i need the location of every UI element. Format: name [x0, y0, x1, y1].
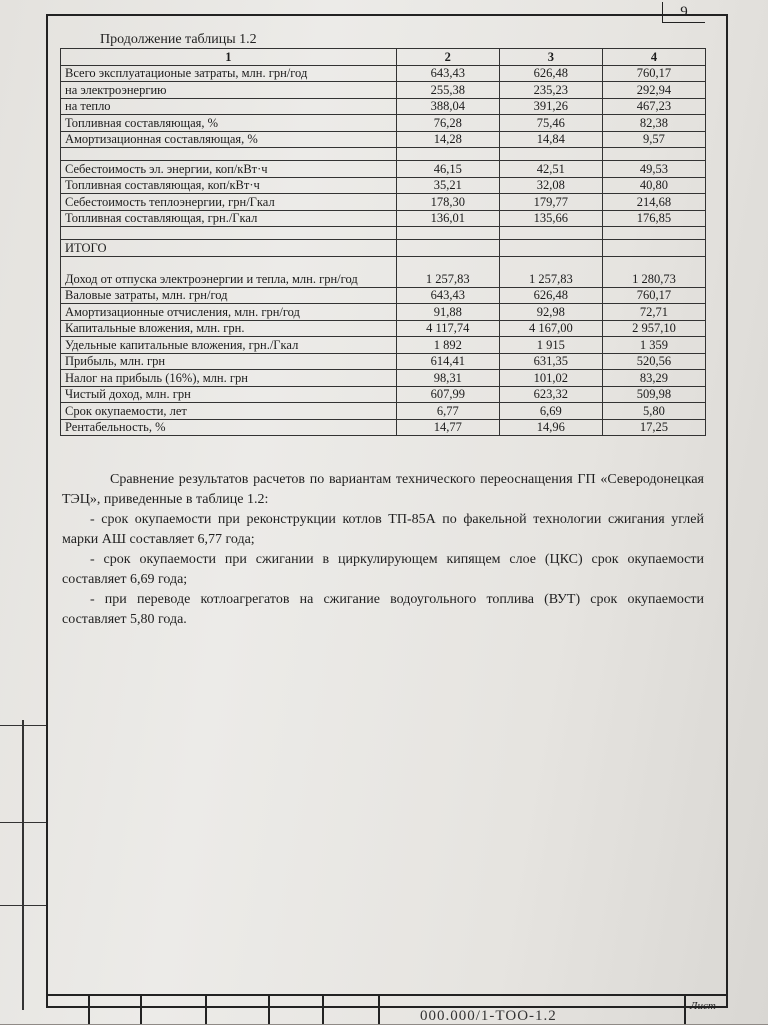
row-value: 760,17	[602, 287, 705, 304]
row-value	[499, 227, 602, 240]
row-value: 32,08	[499, 177, 602, 194]
row-value: 82,38	[602, 115, 705, 132]
row-label: Налог на прибыль (16%), млн. грн	[61, 370, 397, 387]
table-row	[61, 304, 706, 321]
row-value: 2 957,10	[602, 320, 705, 337]
table-row	[61, 161, 706, 178]
row-label	[61, 227, 397, 240]
table-row	[61, 370, 706, 387]
row-value: 176,85	[602, 210, 705, 227]
row-value: 1 359	[602, 337, 705, 354]
row-label: Топливная составляющая, грн./Гкал	[61, 210, 397, 227]
row-label: Прибыль, млн. грн	[61, 353, 397, 370]
title-block-divider	[684, 994, 686, 1024]
row-label: на тепло	[61, 98, 397, 115]
row-value	[602, 227, 705, 240]
table-header-cell: 4	[602, 49, 705, 66]
row-value: 49,53	[602, 161, 705, 178]
row-value: 46,15	[396, 161, 499, 178]
title-block-divider	[88, 994, 90, 1024]
row-value: 1 257,83	[499, 256, 602, 287]
document-code: 000.000/1-ТОО-1.2	[420, 1008, 557, 1024]
row-label: Топливная составляющая, коп/кВт·ч	[61, 177, 397, 194]
row-value: 136,01	[396, 210, 499, 227]
title-block-divider	[205, 994, 207, 1024]
row-value: 91,88	[396, 304, 499, 321]
row-value: 92,98	[499, 304, 602, 321]
row-value: 388,04	[396, 98, 499, 115]
row-value: 467,23	[602, 98, 705, 115]
sheet-label: Лист	[690, 1000, 716, 1012]
row-label: ИТОГО	[61, 240, 397, 257]
row-value: 4 117,74	[396, 320, 499, 337]
row-value	[499, 148, 602, 161]
row-value: 1 915	[499, 337, 602, 354]
row-label: Рентабельность, %	[61, 419, 397, 436]
title-block-divider	[322, 994, 324, 1024]
paragraph-intro: Сравнение результатов расчетов по вариантам технического переоснащения ГП «Северодонецкая ТЭЦ», приведенные в таблице 1.2:	[62, 472, 704, 507]
row-label	[61, 148, 397, 161]
row-value: 643,43	[396, 65, 499, 82]
table-row	[61, 227, 706, 240]
table-header-cell: 1	[61, 49, 397, 66]
row-value: 292,94	[602, 82, 705, 99]
row-value: 72,71	[602, 304, 705, 321]
row-value: 623,32	[499, 386, 602, 403]
table-row	[61, 419, 706, 436]
title-block-divider	[378, 994, 380, 1024]
row-value: 14,84	[499, 131, 602, 148]
row-value: 1 280,73	[602, 256, 705, 287]
table-row	[61, 287, 706, 304]
row-label: Себестоимость теплоэнергии, грн/Гкал	[61, 194, 397, 211]
table-row	[61, 386, 706, 403]
row-value: 101,02	[499, 370, 602, 387]
row-value	[499, 240, 602, 257]
row-label: Всего эксплуатационые затраты, млн. грн/год	[61, 65, 397, 82]
table-row	[61, 320, 706, 337]
row-label: на электроэнергию	[61, 82, 397, 99]
row-label: Удельные капитальные вложения, грн./Гкал	[61, 337, 397, 354]
results-table	[60, 48, 706, 436]
side-stamp-column	[22, 720, 24, 1010]
row-label: Капитальные вложения, млн. грн.	[61, 320, 397, 337]
row-value: 643,43	[396, 287, 499, 304]
row-value	[396, 148, 499, 161]
row-value: 14,96	[499, 419, 602, 436]
row-value: 14,28	[396, 131, 499, 148]
table-row	[61, 82, 706, 99]
row-value: 5,80	[602, 403, 705, 420]
table-row	[61, 148, 706, 161]
table-header-cell: 3	[499, 49, 602, 66]
row-label: Амортизационные отчисления, млн. грн/год	[61, 304, 397, 321]
row-value: 42,51	[499, 161, 602, 178]
row-label: Себестоимость эл. энергии, коп/кВт·ч	[61, 161, 397, 178]
row-value: 35,21	[396, 177, 499, 194]
row-value: 614,41	[396, 353, 499, 370]
row-value: 1 257,83	[396, 256, 499, 287]
row-label: Срок окупаемости, лет	[61, 403, 397, 420]
table-header-cell: 2	[396, 49, 499, 66]
title-block-divider	[268, 994, 270, 1024]
row-value: 9,57	[602, 131, 705, 148]
row-value: 626,48	[499, 65, 602, 82]
row-value: 4 167,00	[499, 320, 602, 337]
row-value	[602, 148, 705, 161]
paragraph-item-2: - срок окупаемости при сжигании в циркулирующем кипящем слое (ЦКС) срок окупаемости составляет 6,69 года;	[62, 552, 704, 587]
table-row	[61, 65, 706, 82]
row-value	[396, 227, 499, 240]
table-row	[61, 131, 706, 148]
row-value: 631,35	[499, 353, 602, 370]
row-label: Амортизационная составляющая, %	[61, 131, 397, 148]
row-value: 178,30	[396, 194, 499, 211]
table-caption: Продолжение таблицы 1.2	[100, 32, 257, 47]
table-row	[61, 98, 706, 115]
row-value	[602, 240, 705, 257]
row-value: 40,80	[602, 177, 705, 194]
row-value: 255,38	[396, 82, 499, 99]
table-row	[61, 240, 706, 257]
row-label: Чистый доход, млн. грн	[61, 386, 397, 403]
row-value: 6,77	[396, 403, 499, 420]
row-value: 607,99	[396, 386, 499, 403]
row-value: 214,68	[602, 194, 705, 211]
table-row	[61, 210, 706, 227]
row-value: 235,23	[499, 82, 602, 99]
paragraph-item-1: - срок окупаемости при реконструкции котлов ТП-85А по факельной технологии сжигания углей марки АШ составляет 6,77 года;	[62, 512, 704, 547]
table-row	[61, 194, 706, 211]
table-row	[61, 403, 706, 420]
row-value: 760,17	[602, 65, 705, 82]
row-value: 17,25	[602, 419, 705, 436]
paragraph-item-3: - при переводе котлоагрегатов на сжигание водоугольного топлива (ВУТ) срок окупаемости составляет 5,80 года.	[62, 592, 704, 627]
table-header-row	[61, 49, 706, 66]
row-value: 179,77	[499, 194, 602, 211]
page-number: 9	[662, 2, 705, 23]
row-value: 391,26	[499, 98, 602, 115]
row-value: 626,48	[499, 287, 602, 304]
title-block-divider	[140, 994, 142, 1024]
row-label: Валовые затраты, млн. грн/год	[61, 287, 397, 304]
row-value: 14,77	[396, 419, 499, 436]
row-value	[396, 240, 499, 257]
row-label: Топливная составляющая, %	[61, 115, 397, 132]
row-value: 76,28	[396, 115, 499, 132]
row-value: 1 892	[396, 337, 499, 354]
table-row	[61, 353, 706, 370]
row-value: 98,31	[396, 370, 499, 387]
table-row	[61, 256, 706, 287]
table-row	[61, 115, 706, 132]
row-value: 509,98	[602, 386, 705, 403]
row-label: Доход от отпуска электроэнергии и тепла, млн. грн/год	[61, 256, 397, 287]
table-row	[61, 177, 706, 194]
title-block-line	[46, 994, 726, 996]
row-value: 520,56	[602, 353, 705, 370]
row-value: 83,29	[602, 370, 705, 387]
row-value: 75,46	[499, 115, 602, 132]
row-value: 6,69	[499, 403, 602, 420]
row-value: 135,66	[499, 210, 602, 227]
table-row	[61, 337, 706, 354]
